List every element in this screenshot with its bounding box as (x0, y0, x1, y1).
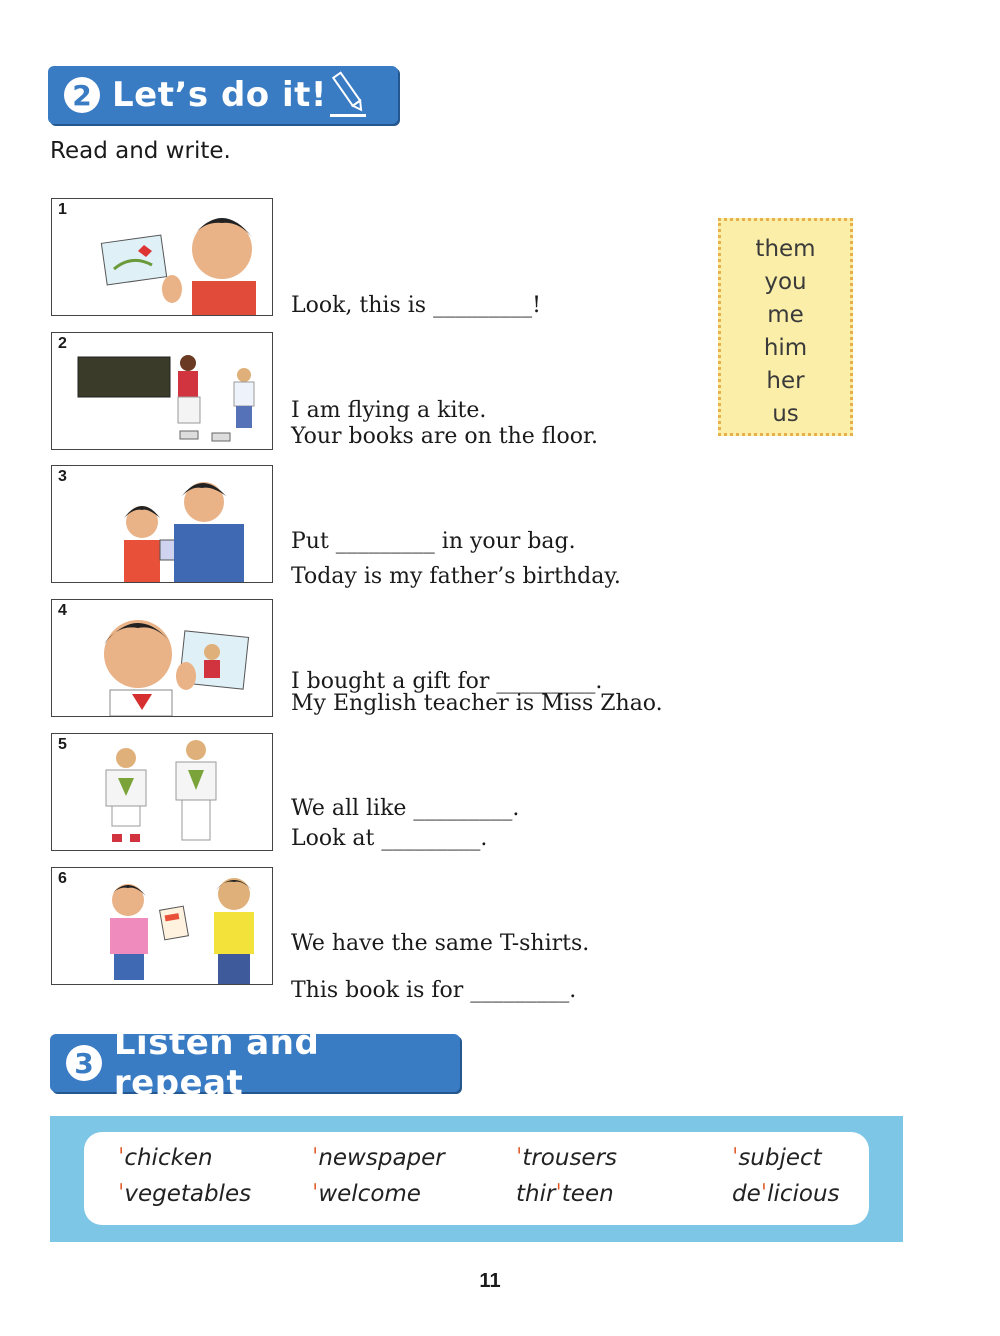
exercise-2-illustration (51, 332, 273, 450)
exercise-line: We all like _________. (291, 796, 520, 821)
section-title: Listen and repeat (113, 1023, 320, 1103)
instruction-text: Read and write. (50, 138, 231, 164)
exercise-line: This book is for _________. (291, 978, 577, 1003)
exercise-line: Put _________ in your bag. (291, 529, 576, 554)
exercise-line: I am flying a kite. (291, 398, 487, 423)
exercise-number: 6 (58, 870, 67, 887)
listen-panel (50, 1116, 903, 1242)
word-bank-item: them (755, 236, 816, 262)
exercise-line: Look at _________. (291, 826, 488, 851)
exercise-number: 3 (58, 468, 67, 485)
exercise-line: My English teacher is Miss Zhao. (291, 691, 663, 716)
exercise-number: 2 (58, 335, 67, 352)
pencil-icon (326, 70, 372, 124)
word-bank-item: her (766, 368, 805, 394)
listen-word: deˈlicious (732, 1181, 840, 1207)
word-bank-item: us (772, 401, 799, 427)
listen-word: ˈsubject (732, 1145, 822, 1171)
exercise-line: We have the same T-shirts. (291, 931, 590, 956)
section-number-badge: 3 (66, 1045, 102, 1081)
listen-word: ˈvegetables (118, 1181, 252, 1207)
listen-word: ˈnewspaper (312, 1145, 445, 1171)
exercise-number: 4 (58, 602, 67, 619)
exercise-number: 5 (58, 736, 67, 753)
section-number-badge: 2 (64, 77, 100, 113)
word-bank-item: you (764, 269, 807, 295)
exercise-line: Your books are on the floor. (291, 424, 599, 449)
listen-word: ˈtrousers (516, 1145, 618, 1171)
section-banner-lets-do-it (48, 66, 398, 124)
exercise-3-illustration (51, 465, 273, 583)
listen-word: thirˈteen (516, 1181, 614, 1207)
section-title: Let’s do it! (112, 75, 327, 115)
section-banner-listen-and-repeat (50, 1023, 460, 1103)
page-number: 11 (479, 1270, 501, 1292)
exercise-5-illustration (51, 733, 273, 851)
word-bank-item: him (763, 335, 808, 361)
word-bank (718, 218, 853, 436)
exercise-6-illustration (51, 867, 273, 985)
listen-word-list (84, 1132, 869, 1225)
listen-word: ˈchicken (118, 1145, 213, 1171)
exercise-line: Look, this is _________! (291, 293, 541, 318)
listen-word: ˈwelcome (312, 1181, 421, 1207)
exercise-6-text (291, 903, 576, 1043)
exercise-line: Today is my father’s birthday. (291, 564, 621, 589)
exercise-number: 1 (58, 201, 67, 218)
exercise-line: I bought a gift for _________. (291, 669, 603, 694)
word-bank-item: me (767, 302, 804, 328)
exercise-1-illustration (51, 198, 273, 316)
exercise-4-illustration (51, 599, 273, 717)
